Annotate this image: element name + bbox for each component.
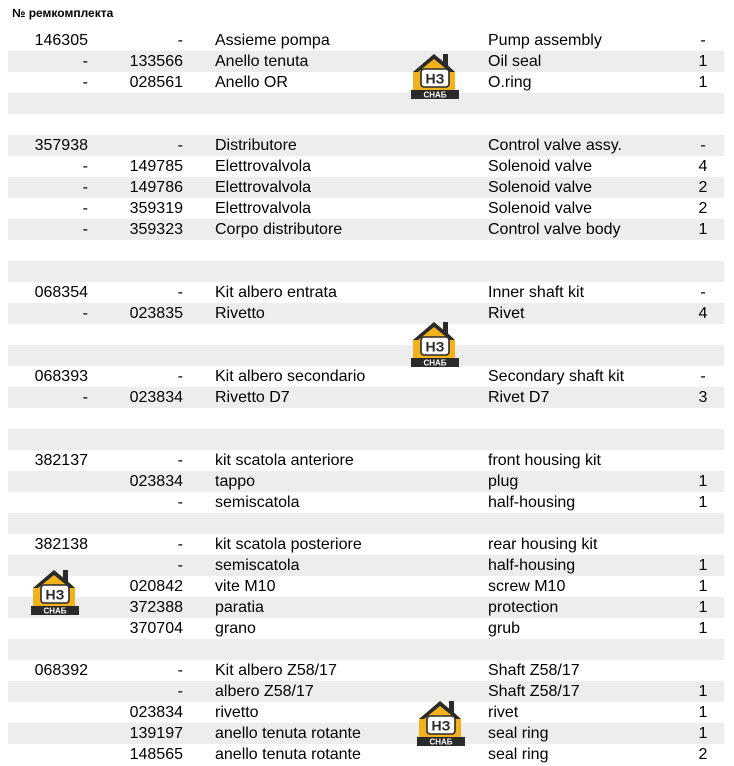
- part-number-cell: -: [177, 452, 183, 469]
- kit-number-cell: -: [82, 305, 88, 322]
- quantity-cell: 1: [698, 473, 708, 490]
- quantity-cell: 1: [698, 704, 708, 721]
- english-description-cell: Shaft Z58/17: [488, 683, 580, 700]
- kit-number-cell: -: [82, 389, 88, 406]
- table-row: [8, 366, 724, 387]
- brand-logo-icon: [410, 318, 462, 368]
- part-number-cell: -: [177, 683, 183, 700]
- italian-description-cell: Elettrovalvola: [215, 179, 312, 196]
- english-description-cell: Solenoid valve: [488, 179, 593, 196]
- quantity-cell: 1: [698, 494, 708, 511]
- part-number-cell: 359319: [129, 200, 183, 217]
- english-description-cell: Rivet: [488, 305, 525, 322]
- part-number-cell: -: [177, 494, 183, 511]
- kit-number-cell: -: [82, 74, 88, 91]
- part-number-cell: 133566: [129, 53, 183, 70]
- kit-number-header: № ремкомплекта: [12, 6, 114, 20]
- italian-description-cell: Kit albero secondario: [215, 368, 366, 385]
- english-description-cell: Pump assembly: [488, 32, 602, 49]
- part-number-cell: -: [177, 284, 183, 301]
- part-number-cell: -: [177, 662, 183, 679]
- part-number-cell: 023834: [129, 704, 183, 721]
- kit-number-cell: 382137: [34, 452, 88, 469]
- italian-description-cell: paratia: [215, 599, 264, 616]
- part-number-cell: -: [177, 368, 183, 385]
- svg-text:СНАБ: СНАБ: [423, 358, 447, 368]
- table-row: [8, 282, 724, 303]
- kit-number-cell: 068393: [34, 368, 88, 385]
- quantity-cell: 1: [698, 74, 708, 91]
- italian-description-cell: Rivetto: [215, 305, 265, 322]
- italian-description-cell: grano: [215, 620, 256, 637]
- english-description-cell: Control valve body: [488, 221, 621, 238]
- quantity-cell: 3: [698, 389, 708, 406]
- italian-description-cell: Kit albero entrata: [215, 284, 337, 301]
- table-row: [8, 555, 724, 576]
- quantity-cell: 1: [698, 578, 708, 595]
- italian-description-cell: semiscatola: [215, 494, 300, 511]
- table-row: [8, 30, 724, 51]
- kit-number-cell: -: [82, 221, 88, 238]
- svg-text:НЗ: НЗ: [45, 586, 65, 603]
- english-description-cell: half-housing: [488, 557, 576, 574]
- table-row: [8, 303, 724, 324]
- english-description-cell: seal ring: [488, 746, 549, 763]
- part-number-cell: 148565: [129, 746, 183, 763]
- table-row: [8, 450, 724, 471]
- quantity-cell: 2: [698, 200, 708, 217]
- part-number-cell: 149785: [129, 158, 183, 175]
- table-row: [8, 618, 724, 639]
- part-number-cell: 370704: [129, 620, 183, 637]
- table-row: [8, 597, 724, 618]
- kit-number-cell: 382138: [34, 536, 88, 553]
- table-row: [8, 471, 724, 492]
- italian-description-cell: Kit albero Z58/17: [215, 662, 337, 679]
- quantity-cell: -: [700, 137, 706, 154]
- part-number-cell: 139197: [129, 725, 183, 742]
- svg-text:СНАБ: СНАБ: [43, 606, 67, 616]
- table-row: [8, 114, 724, 135]
- italian-description-cell: vite M10: [215, 578, 276, 595]
- english-description-cell: Oil seal: [488, 53, 542, 70]
- table-row: [8, 702, 724, 723]
- kit-number-cell: 068392: [34, 662, 88, 679]
- table-row: [8, 639, 724, 660]
- italian-description-cell: Assieme pompa: [215, 32, 330, 49]
- part-number-cell: 023834: [129, 389, 183, 406]
- kit-number-cell: -: [82, 179, 88, 196]
- english-description-cell: O.ring: [488, 74, 532, 91]
- svg-text:НЗ: НЗ: [425, 70, 445, 87]
- table-row: [8, 723, 724, 744]
- english-description-cell: Shaft Z58/17: [488, 662, 580, 679]
- quantity-cell: 2: [698, 179, 708, 196]
- table-row: [8, 345, 724, 366]
- italian-description-cell: Corpo distributore: [215, 221, 343, 238]
- italian-description-cell: tappo: [215, 473, 256, 490]
- english-description-cell: Secondary shaft kit: [488, 368, 625, 385]
- table-row: [8, 513, 724, 534]
- quantity-cell: 2: [698, 746, 708, 763]
- english-description-cell: Control valve assy.: [488, 137, 622, 154]
- quantity-cell: 1: [698, 620, 708, 637]
- table-row: [8, 660, 724, 681]
- kit-number-cell: -: [82, 158, 88, 175]
- english-description-cell: screw M10: [488, 578, 566, 595]
- kit-number-cell: -: [82, 200, 88, 217]
- brand-logo-icon: [410, 50, 462, 100]
- table-row: [8, 387, 724, 408]
- italian-description-cell: Elettrovalvola: [215, 158, 312, 175]
- italian-description-cell: Anello tenuta: [215, 53, 309, 70]
- part-number-cell: -: [177, 557, 183, 574]
- part-number-cell: -: [177, 536, 183, 553]
- italian-description-cell: anello tenuta rotante: [215, 725, 361, 742]
- english-description-cell: protection: [488, 599, 559, 616]
- brand-logo-icon: [30, 566, 82, 616]
- table-row: [8, 744, 724, 765]
- kit-number-cell: 146305: [34, 32, 88, 49]
- svg-text:СНАБ: СНАБ: [423, 90, 447, 100]
- quantity-cell: -: [700, 284, 706, 301]
- table-row: [8, 198, 724, 219]
- quantity-cell: 1: [698, 683, 708, 700]
- italian-description-cell: rivetto: [215, 704, 259, 721]
- table-row: [8, 408, 724, 429]
- english-description-cell: rear housing kit: [488, 536, 598, 553]
- quantity-cell: 4: [698, 305, 708, 322]
- kit-number-cell: 357938: [34, 137, 88, 154]
- part-number-cell: 028561: [129, 74, 183, 91]
- italian-description-cell: Rivetto D7: [215, 389, 290, 406]
- parts-table: [8, 30, 724, 765]
- quantity-cell: 1: [698, 53, 708, 70]
- table-row: [8, 90, 724, 114]
- english-description-cell: seal ring: [488, 725, 549, 742]
- svg-text:СНАБ: СНАБ: [429, 737, 453, 747]
- english-description-cell: Solenoid valve: [488, 200, 593, 217]
- part-number-cell: 359323: [129, 221, 183, 238]
- table-row: [8, 681, 724, 702]
- english-description-cell: Inner shaft kit: [488, 284, 585, 301]
- table-row: [8, 429, 724, 450]
- english-description-cell: Rivet D7: [488, 389, 550, 406]
- italian-description-cell: Anello OR: [215, 74, 288, 91]
- english-description-cell: Solenoid valve: [488, 158, 593, 175]
- english-description-cell: grub: [488, 620, 521, 637]
- part-number-cell: 020842: [129, 578, 183, 595]
- table-row: [8, 156, 724, 177]
- quantity-cell: 1: [698, 599, 708, 616]
- brand-logo-icon: [416, 697, 468, 747]
- kit-number-cell: 068354: [34, 284, 88, 301]
- part-number-cell: -: [177, 32, 183, 49]
- english-description-cell: half-housing: [488, 494, 576, 511]
- svg-text:НЗ: НЗ: [425, 338, 445, 355]
- part-number-cell: 149786: [129, 179, 183, 196]
- quantity-cell: -: [700, 32, 706, 49]
- italian-description-cell: anello tenuta rotante: [215, 746, 361, 763]
- italian-description-cell: Elettrovalvola: [215, 200, 312, 217]
- kit-number-cell: -: [82, 53, 88, 70]
- table-row: [8, 72, 724, 93]
- table-row: [8, 324, 724, 345]
- italian-description-cell: kit scatola posteriore: [215, 536, 362, 553]
- english-description-cell: front housing kit: [488, 452, 601, 469]
- table-row: [8, 240, 724, 261]
- quantity-cell: -: [700, 368, 706, 385]
- part-number-cell: 023834: [129, 473, 183, 490]
- table-row: [8, 576, 724, 597]
- english-description-cell: plug: [488, 473, 519, 490]
- table-row: [8, 261, 724, 282]
- italian-description-cell: Distributore: [215, 137, 297, 154]
- table-row: [8, 534, 724, 555]
- part-number-cell: -: [177, 137, 183, 154]
- part-number-cell: 023835: [129, 305, 183, 322]
- english-description-cell: rivet: [488, 704, 519, 721]
- italian-description-cell: albero Z58/17: [215, 683, 314, 700]
- svg-text:НЗ: НЗ: [431, 717, 451, 734]
- quantity-cell: 1: [698, 221, 708, 238]
- italian-description-cell: semiscatola: [215, 557, 300, 574]
- part-number-cell: 372388: [129, 599, 183, 616]
- quantity-cell: 1: [698, 725, 708, 742]
- quantity-cell: 4: [698, 158, 708, 175]
- quantity-cell: 1: [698, 557, 708, 574]
- table-row: [8, 51, 724, 72]
- table-row: [8, 177, 724, 198]
- table-row: [8, 492, 724, 513]
- table-row: [8, 219, 724, 240]
- italian-description-cell: kit scatola anteriore: [215, 452, 354, 469]
- table-row: [8, 135, 724, 156]
